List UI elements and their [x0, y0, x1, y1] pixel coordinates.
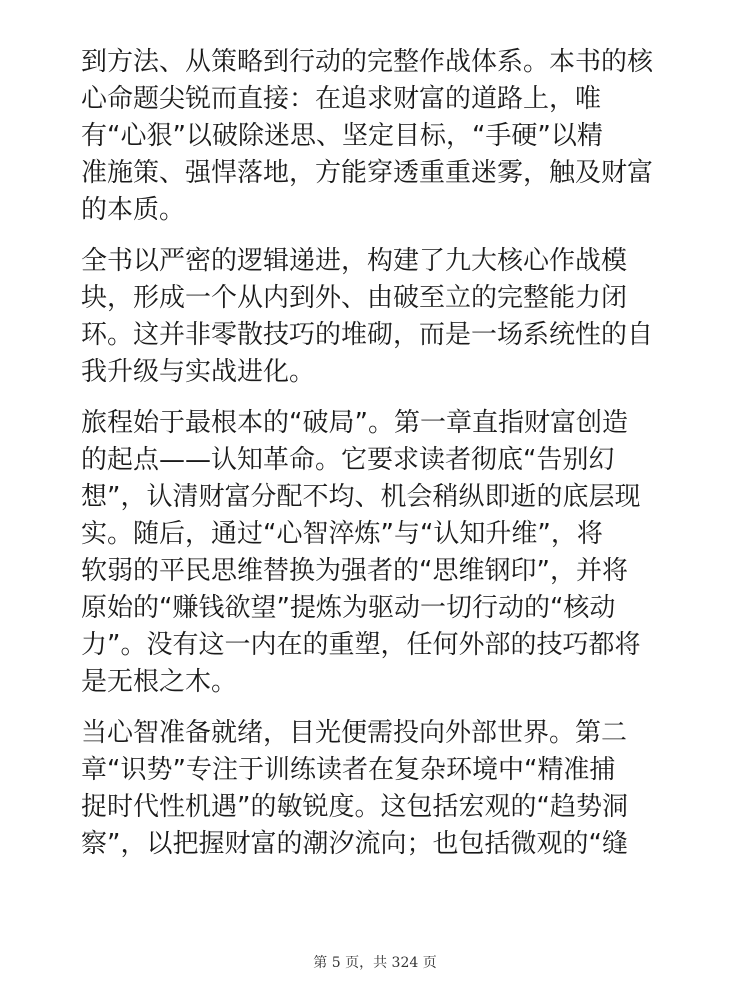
- text-line: 旅程始于最根本的“破局”。第一章直指财富创造: [81, 408, 628, 438]
- text-line: 有“心狠”以破除迷思、坚定目标，“手硬”以精: [81, 121, 603, 151]
- text-line: 当心智准备就绪，目光便需投向外部世界。第二: [81, 718, 628, 748]
- text-line: 环。这并非零散技巧的堆砌，而是一场系统性的自: [81, 320, 654, 350]
- text-line: 力”。没有这一内在的重塑，任何外部的技巧都将: [81, 630, 641, 660]
- text-line: 是无根之木。: [81, 667, 238, 697]
- page-number-footer: 第 5 页，共 324 页: [313, 955, 437, 971]
- text-line: 到方法、从策略到行动的完整作战体系。本书的核: [81, 47, 654, 77]
- text-line: 软弱的平民思维替换为强者的“思维钢印”，并将: [81, 556, 628, 586]
- text-line: 察”，以把握财富的潮汐流向；也包括微观的“缝: [81, 829, 628, 859]
- text-line: 的本质。: [81, 195, 186, 225]
- text-line: 实。随后，通过“心智淬炼”与“认知升维”，将: [81, 519, 603, 549]
- paragraph-4: [81, 715, 681, 863]
- text-line: 捉时代性机遇”的敏锐度。这包括宏观的“趋势洞: [81, 792, 628, 822]
- paragraph-2: [81, 243, 681, 391]
- text-line: 原始的“赚钱欲望”提炼为驱动一切行动的“核动: [81, 593, 616, 623]
- text-line: 想”，认清财富分配不均、机会稍纵即逝的底层现: [81, 482, 641, 512]
- text-line: 全书以严密的逻辑递进，构建了九大核心作战模: [81, 246, 628, 276]
- text-line: 块，形成一个从内到外、由破至立的完整能力闭: [81, 283, 628, 313]
- text-line: 我升级与实战进化。: [81, 357, 316, 387]
- text-line: 心命题尖锐而直接：在追求财富的道路上，唯: [81, 84, 602, 114]
- body-text: [81, 44, 681, 877]
- text-line: 准施策、强悍落地，方能穿透重重迷雾，触及财富: [81, 158, 654, 188]
- paragraph-1: [81, 44, 681, 229]
- text-line: 章“识势”专注于训练读者在复杂环境中“精准捕: [81, 755, 616, 785]
- text-line: 的起点——认知革命。它要求读者彻底“告别幻: [81, 445, 615, 475]
- paragraph-3: [81, 405, 681, 701]
